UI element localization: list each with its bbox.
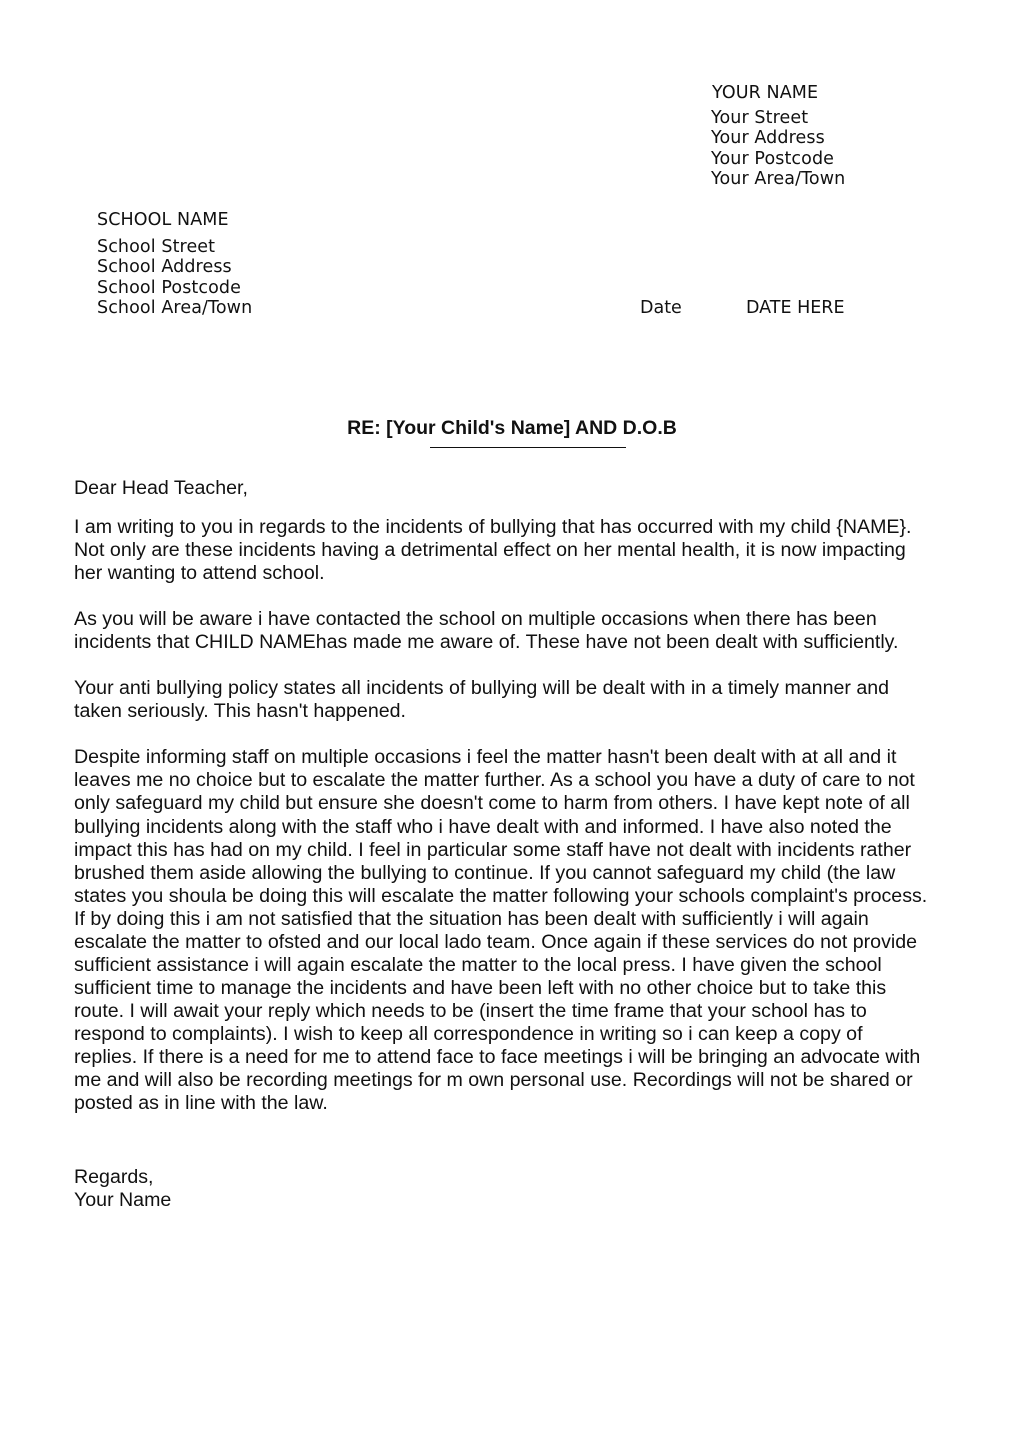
school-address: School Address bbox=[97, 257, 232, 278]
paragraph-line: incidents that CHILD NAMEhas made me aware of. These have not been dealt with sufficiently. bbox=[74, 631, 899, 654]
sender-name: YOUR NAME bbox=[712, 83, 819, 103]
paragraph-line: bullying incidents along with the staff who i have dealt with and informed. I have also noted the bbox=[74, 815, 892, 838]
paragraph-line: leaves me no choice but to escalate the matter further. As a school you have a duty of care to not bbox=[74, 769, 915, 792]
date-value: DATE HERE bbox=[746, 298, 845, 318]
salutation: Dear Head Teacher, bbox=[74, 477, 248, 499]
paragraph-line: respond to complaints). I wish to keep all correspondence in writing so i can keep a copy of bbox=[74, 1022, 863, 1045]
sender-address: Your Address bbox=[711, 128, 825, 149]
closing-regards: Regards, bbox=[74, 1166, 154, 1188]
sender-address-block bbox=[711, 83, 845, 190]
paragraph-line: impact this has had on my child. I feel in particular some staff have not dealt with incidents rather bbox=[74, 838, 912, 861]
paragraph-line: escalate the matter to ofsted and our local lado team. Once again if these services do not provide bbox=[74, 930, 918, 953]
letter-body bbox=[74, 477, 979, 1138]
school-street: School Street bbox=[97, 236, 216, 257]
paragraph bbox=[74, 608, 979, 654]
sender-area: Your Area/Town bbox=[711, 169, 846, 190]
paragraph-line: her wanting to attend school. bbox=[74, 562, 325, 585]
paragraph-line: I am writing to you in regards to the incidents of bullying that has occurred with my child {NAME}. bbox=[74, 516, 912, 539]
paragraph-line: brushed them aside allowing the bullying to continue. If you cannot safeguard my child (the law bbox=[74, 861, 896, 884]
closing-block bbox=[74, 1166, 171, 1212]
paragraph bbox=[74, 677, 979, 723]
school-postcode: School Postcode bbox=[97, 277, 241, 298]
sender-street: Your Street bbox=[711, 107, 809, 128]
paragraph-line: sufficient assistance i will again escalate the matter to the local press. I have given the school bbox=[74, 953, 882, 976]
sender-postcode: Your Postcode bbox=[711, 148, 835, 169]
paragraph bbox=[74, 746, 979, 1115]
paragraph-line: Not only are these incidents having a detrimental effect on her mental health, it is now impacting bbox=[74, 539, 906, 562]
date-label: Date bbox=[640, 298, 682, 318]
paragraph-line: sufficient time to manage the incidents and have been left with no other choice but to take this bbox=[74, 976, 887, 999]
paragraph-line: If by doing this i am not satisfied that the situation has been dealt with sufficiently i will again bbox=[74, 907, 869, 930]
subject-line: RE: [Your Child's Name] AND D.O.B bbox=[347, 417, 677, 439]
school-address-block bbox=[97, 210, 252, 319]
paragraph-line: Your anti bullying policy states all incidents of bullying will be dealt with in a timely manner and bbox=[74, 677, 890, 700]
paragraph-line: taken seriously. This hasn't happened. bbox=[74, 700, 406, 723]
paragraph-line: posted as in line with the law. bbox=[74, 1092, 328, 1115]
paragraph-line: replies. If there is a need for me to attend face to face meetings i will be bringing an advocate with bbox=[74, 1045, 921, 1068]
school-area: School Area/Town bbox=[97, 298, 253, 319]
subject-underline bbox=[430, 447, 626, 448]
paragraph-line: states you shoula be doing this will escalate the matter following your schools complaint's process. bbox=[74, 884, 928, 907]
school-name: SCHOOL NAME bbox=[97, 210, 229, 230]
paragraph-line: As you will be aware i have contacted the school on multiple occasions when there has been bbox=[74, 608, 877, 631]
paragraph bbox=[74, 516, 979, 585]
paragraph-line: me and will also be recording meetings for m own personal use. Recordings will not be shared or bbox=[74, 1069, 913, 1092]
paragraph-line: route. I will await your reply which needs to be (insert the time frame that your school has to bbox=[74, 999, 867, 1022]
paragraph-line: Despite informing staff on multiple occasions i feel the matter hasn't been dealt with at all and it bbox=[74, 746, 897, 769]
paragraph-line: only safeguard my child but ensure she doesn't come to harm from others. I have kept note of all bbox=[74, 792, 910, 815]
closing-signature: Your Name bbox=[74, 1189, 172, 1212]
